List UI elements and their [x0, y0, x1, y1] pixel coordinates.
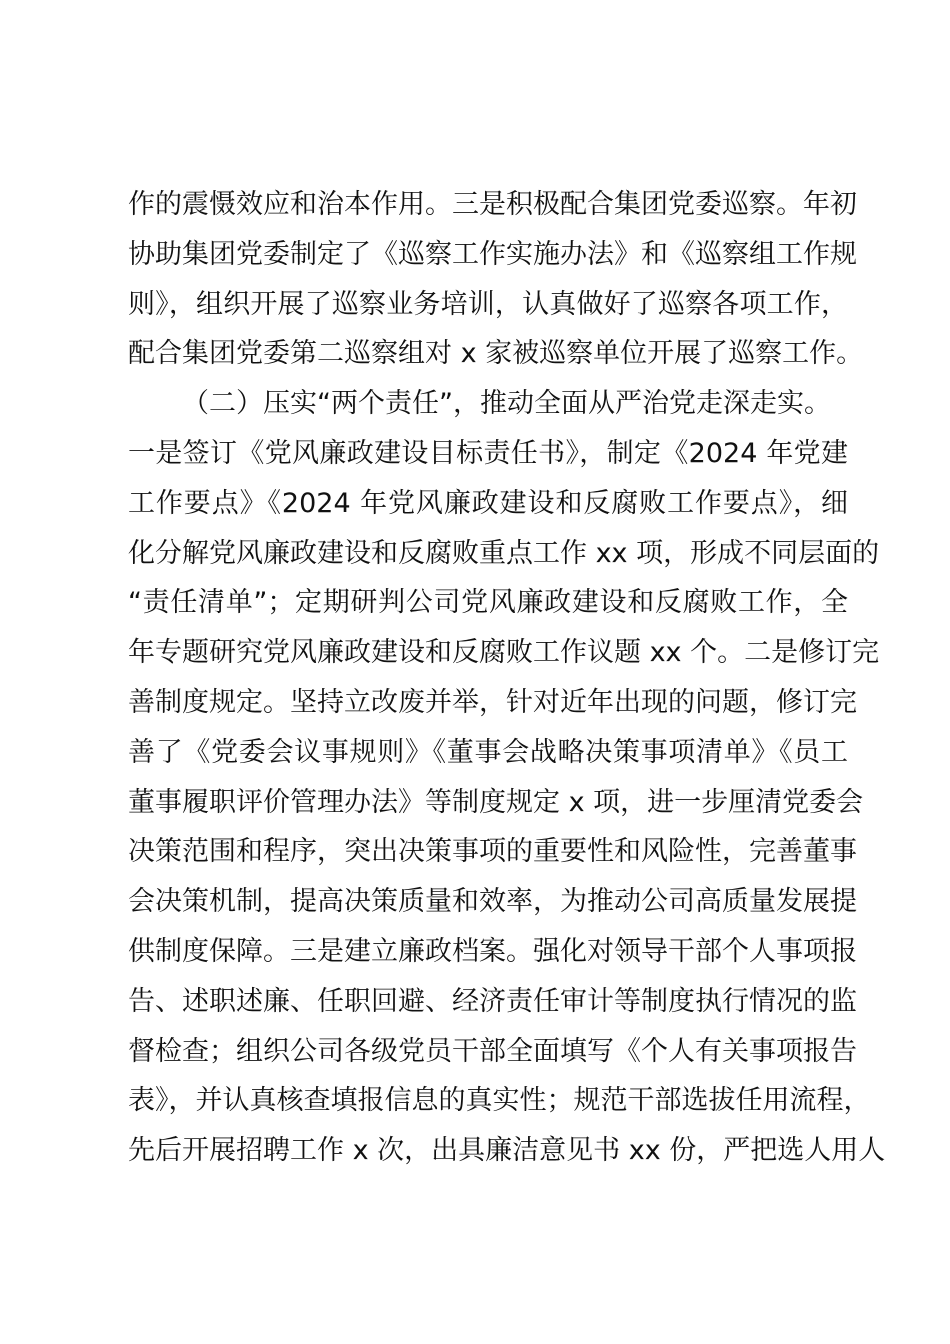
- text-line: 善制度规定。坚持立改废并举，针对近年出现的问题，修订完: [128, 686, 857, 718]
- text-line: 配合集团党委第二巡察组对 x 家被巡察单位开展了巡察工作。: [128, 338, 864, 370]
- text-line: 协助集团党委制定了《巡察工作实施办法》和《巡察组工作规: [128, 238, 857, 270]
- text-line: 董事履职评价管理办法》等制度规定 x 项，进一步厘清党委会: [128, 786, 864, 818]
- text-line: 表》，并认真核查填报信息的真实性；规范干部选拔任用流程，: [128, 1085, 871, 1117]
- text-line: 一是签订《党风廉政建设目标责任书》，制定《2024 年党建: [128, 437, 848, 469]
- text-line: 作的震慑效应和治本作用。三是积极配合集团党委巡察。年初: [128, 189, 857, 220]
- text-line: 会决策机制，提高决策质量和效率，为推动公司高质量发展提: [128, 886, 857, 918]
- text-line: 年专题研究党风廉政建设和反腐败工作议题 xx 个。二是修订完: [128, 637, 880, 669]
- text-line: 供制度保障。三是建立廉政档案。强化对领导干部个人事项报: [128, 935, 857, 967]
- text-line: 先后开展招聘工作 x 次，出具廉洁意见书 xx 份，严把选人用人: [128, 1135, 886, 1167]
- body-text: [128, 180, 886, 1176]
- text-line: 善了《党委会议事规则》《董事会战略决策事项清单》《员工: [128, 736, 848, 768]
- text-line: 则》，组织开展了巡察业务培训，认真做好了巡察各项工作，: [128, 288, 848, 320]
- text-line: “责任清单”；定期研判公司党风廉政建设和反腐败工作，全: [128, 587, 848, 619]
- section-heading-line: （二）压实“两个责任”，推动全面从严治党走深走实。: [182, 388, 831, 420]
- text-line: 工作要点》《2024 年党风廉政建设和反腐败工作要点》，细: [128, 487, 848, 519]
- text-line: 督检查；组织公司各级党员干部全面填写《个人有关事项报告: [128, 1035, 857, 1067]
- text-line: 化分解党风廉政建设和反腐败重点工作 xx 项，形成不同层面的: [128, 537, 880, 569]
- text-line: 告、述职述廉、任职回避、经济责任审计等制度执行情况的监: [128, 985, 857, 1017]
- text-line: 决策范围和程序，突出决策事项的重要性和风险性，完善董事: [128, 836, 857, 868]
